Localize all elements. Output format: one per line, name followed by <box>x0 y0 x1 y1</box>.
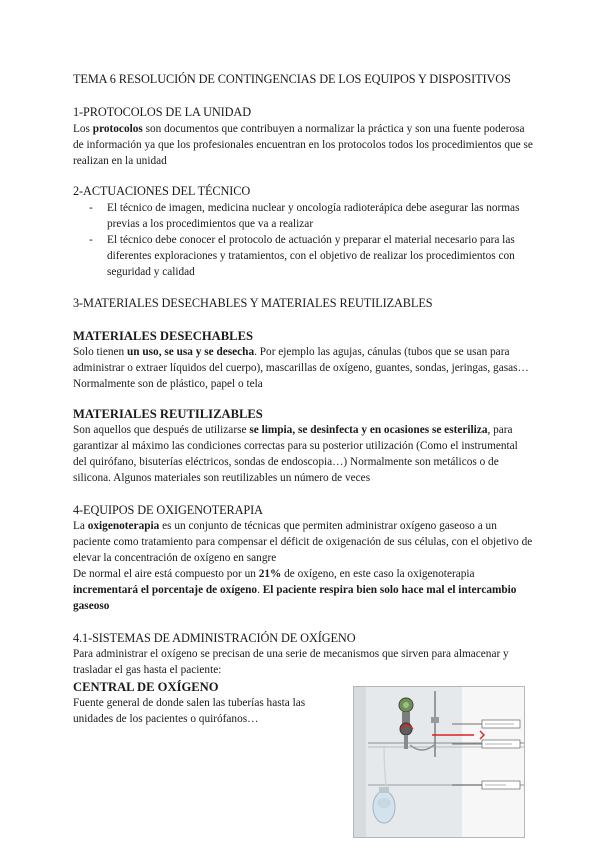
section-4-1-intro: Para administrar el oxígeno se precisan de una serie de mecanismos que sirven para almacenar y trasladar el gas hasta el paciente: <box>73 648 509 676</box>
oxigenoterapia-paragraph: La oxigenoterapia es un conjunto de técnicas que permiten administrar oxígeno gaseoso a un paciente como tratamiento para compensar el déficit de oxigenación de sus células, con el objetivo de elevar la concentración de oxígeno en sangre <box>73 520 533 564</box>
list-item: - El técnico debe conocer el protocolo de actuación y preparar el material necesario para las diferentes exploraciones y tratamientos, con el objetivo de realizar los procedimientos con seguridad y calidad <box>73 232 533 280</box>
document-title: TEMA 6 RESOLUCIÓN DE CONTINGENCIAS DE LOS EQUIPOS Y DISPOSITIVOS <box>73 72 511 86</box>
section-2-heading: 2-ACTUACIONES DEL TÉCNICO <box>73 184 251 198</box>
list-item: - El técnico de imagen, medicina nuclear y oncología radioterápica debe asegurar las normas previas a los procedimientos que va a realizar <box>73 200 533 232</box>
reutilizables-title: MATERIALES REUTILIZABLES <box>73 407 263 421</box>
oxygen-central-photo <box>353 686 525 838</box>
section-4-1-heading: 4.1-SISTEMAS DE ADMINISTRACIÓN DE OXÍGENO <box>73 631 356 645</box>
section-1-heading: 1-PROTOCOLOS DE LA UNIDAD <box>73 105 251 119</box>
reutilizables-paragraph: Son aquellos que después de utilizarse se limpia, se desinfecta y en ocasiones se esteriliza, para garantizar al máximo las condiciones correctas para su posterior utilización (Como el instrumental del quirófano, bisuterías eléctricos, sondas de endoscopia…) Normalmente son metálicos o de silicona. Algunos materiales son reutilizables un número de veces <box>73 424 518 484</box>
oxigenoterapia-paragraph-2: De normal el aire está compuesto por un 21% de oxígeno, en este caso la oxigenoterapia incrementará el porcentaje de oxígeno. El paciente respira bien solo hace mal el intercambio gaseoso <box>73 568 517 612</box>
section-1-paragraph: Los protocolos son documentos que contribuyen a normalizar la práctica y son una fuente poderosa de información ya que los profesionales encuentran en los protocolos todos los procedimientos que se realizan en la unidad <box>73 123 533 167</box>
section-3-heading: 3-MATERIALES DESECHABLES Y MATERIALES REUTILIZABLES <box>73 296 433 310</box>
oxygen-outlet-illustration <box>354 687 524 837</box>
central-oxigeno-title: CENTRAL DE OXÍGENO <box>73 680 219 694</box>
desechables-paragraph: Solo tienen un uso, se usa y se desecha. Por ejemplo las agujas, cánulas (tubos que se usan para administrar o extraer líquidos del cuerpo), mascarillas de oxígeno, guantes, sondas, jeringas, gasas… Normalmente son de plástico, papel o tela <box>73 346 529 390</box>
section-4-heading: 4-EQUIPOS DE OXIGENOTERAPIA <box>73 503 263 517</box>
section-2-list <box>73 200 533 280</box>
desechables-title: MATERIALES DESECHABLES <box>73 329 253 343</box>
central-oxigeno-paragraph: Fuente general de donde salen las tuberías hasta las unidades de los pacientes o quirófanos… <box>73 697 306 725</box>
